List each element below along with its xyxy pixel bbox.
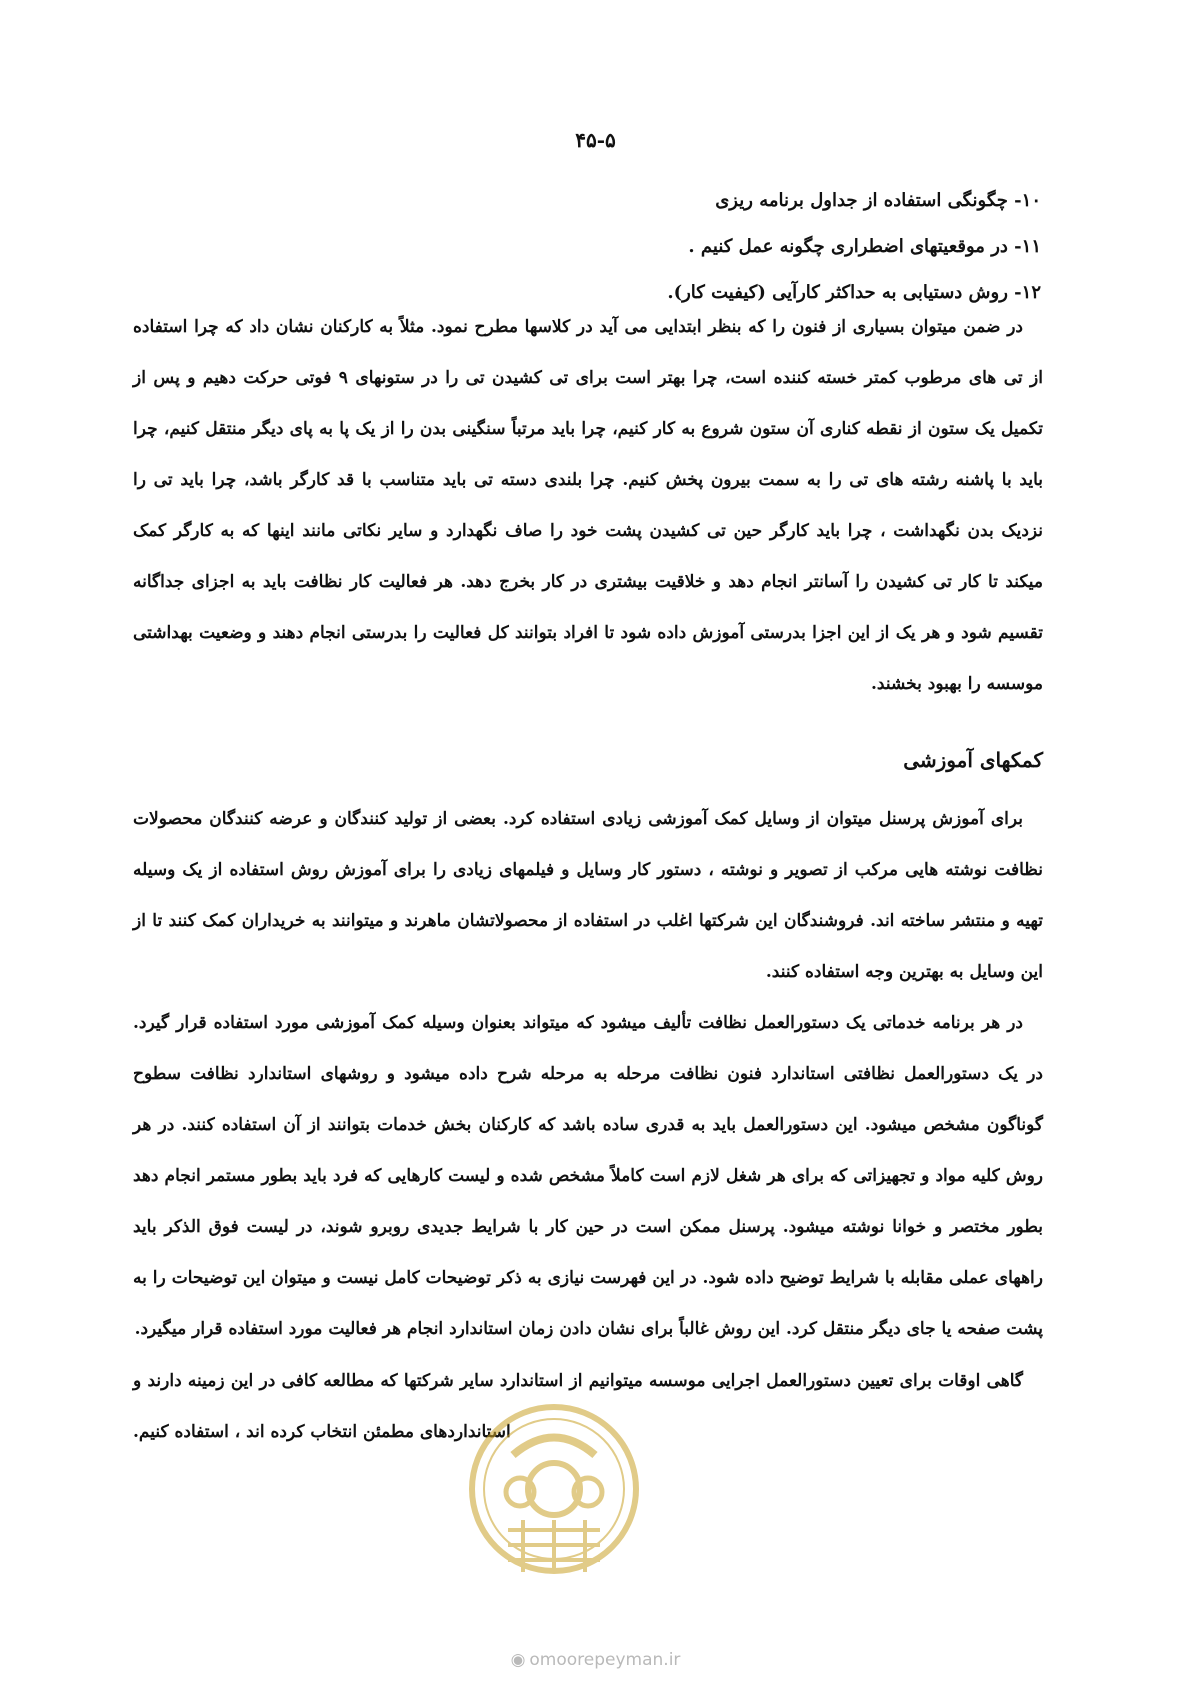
paragraph-other-standards: گاهی اوقات برای تعیین دستورالعمل اجرایی موسسه میتوانیم از استاندارد سایر شرکتها که مطالعه کافی در این زمینه دارند و استانداردهای مطمئن انتخاب کرده اند ، استفاده کنیم. <box>133 1371 1023 1442</box>
page-number: ۴۵-۵ <box>575 128 616 152</box>
list-item: ۱۰- چگونگی استفاده از جداول برنامه ریزی <box>715 190 1041 211</box>
paragraph-manual: در هر برنامه خدماتی یک دستورالعمل نظافت تألیف میشود که میتواند بعنوان وسیله کمک آموزشی مورد استفاده قرار گیرد. در یک دستورالعمل نظافتی استاندارد فنون نظافت مرحله به مرحله شرح داده میشود و روشهای استاندارد نظافت سطوح گوناگون مشخص میشود. این دستورالعمل باید به قدری ساده باشد که کارکنان بخش خدمات بتوانند از آن استفاده کنند. در هر روش کلیه مواد و تجهیزاتی که برای هر شغل لازم است کاملاً مشخص شده و لیست کارهایی که فرد باید بطور مستمر انجام دهد بطور مختصر و خوانا نوشته میشود. پرسنل ممکن است در حین کار با شرایط جدیدی روبرو شوند، در لیست فوق الذکر باید راههای عملی مقابله با شرایط توضیح داده شود. در این فهرست نیازی به ذکر توضیحات کامل نیست و میتوان این توضیحات را به پشت صفحه یا جای دیگر منتقل کرد. این روش غالباً برای نشان دادن زمان استاندارد انجام هر فعالیت مورد استفاده قرار میگیرد. <box>133 1013 1043 1339</box>
globe-icon: ◉ <box>510 1650 526 1670</box>
paragraph-training-aids: برای آموزش پرسنل میتوان از وسایل کمک آموزشی زیادی استفاده کرد. بعضی از تولید کنندگان و عرضه کنندگان محصولات نظافت نوشته هایی مرکب از تصویر و نوشته ، دستور کار وسایل و فیلمهای زیادی را برای آموزش روش استفاده از یک وسیله تهیه و منتشر ساخته اند. فروشندگان این شرکتها اغلب در استفاده از محصولاتشان ماهرند و میتوانند به خریداران کمک کنند تا از این وسایل به بهترین وجه استفاده کنند. <box>133 809 1043 982</box>
watermark-site-text: omoorepeyman.ir <box>529 1650 681 1670</box>
seal-logo-icon <box>468 1360 640 1618</box>
list-item: ۱۱- در موقعیتهای اضطراری چگونه عمل کنیم . <box>688 236 1041 257</box>
list-item: ۱۲- روش دستیابی به حداکثر کارآیی (کیفیت کار). <box>667 282 1041 303</box>
section-heading: کمکهای آموزشی <box>903 748 1043 772</box>
topic-list <box>141 178 1041 316</box>
paragraph-techniques: در ضمن میتوان بسیاری از فنون را که بنظر ابتدایی می آید در کلاسها مطرح نمود. مثلاً به کارکنان نشان داد که چرا استفاده از تی های مرطوب کمتر خسته کننده است، چرا بهتر است برای تی کشیدن تی را در ستونهای ۹ فوتی حرکت دهیم و پس از تکمیل یک ستون از نقطه کناری آن ستون شروع به کار کنیم، چرا باید مرتباً سنگینی بدن را از یک پا به پای دیگر منتقل کنیم، چرا باید با پاشنه رشته های تی را به سمت بیرون پخش کنیم. چرا بلندی دسته تی باید متناسب با قد کارگر باشد، چرا باید تی را نزدیک بدن نگهداشت ، چرا باید کارگر حین تی کشیدن پشت خود را صاف نگهدارد و سایر نکاتی مانند اینها که به کارگر کمک میکند تا کار تی کشیدن را آسانتر انجام دهد و خلاقیت بیشتری در کار بخرج دهد. هر فعالیت کار نظافت باید به اجزای جداگانه تقسیم شود و هر یک از این اجزا بدرستی آموزش داده شود تا افراد بتوانند کل فعالیت را بدرستی انجام دهند و وضعیت بهداشتی موسسه را بهبود بخشند. <box>133 317 1043 694</box>
watermark-site <box>0 1650 1191 1670</box>
